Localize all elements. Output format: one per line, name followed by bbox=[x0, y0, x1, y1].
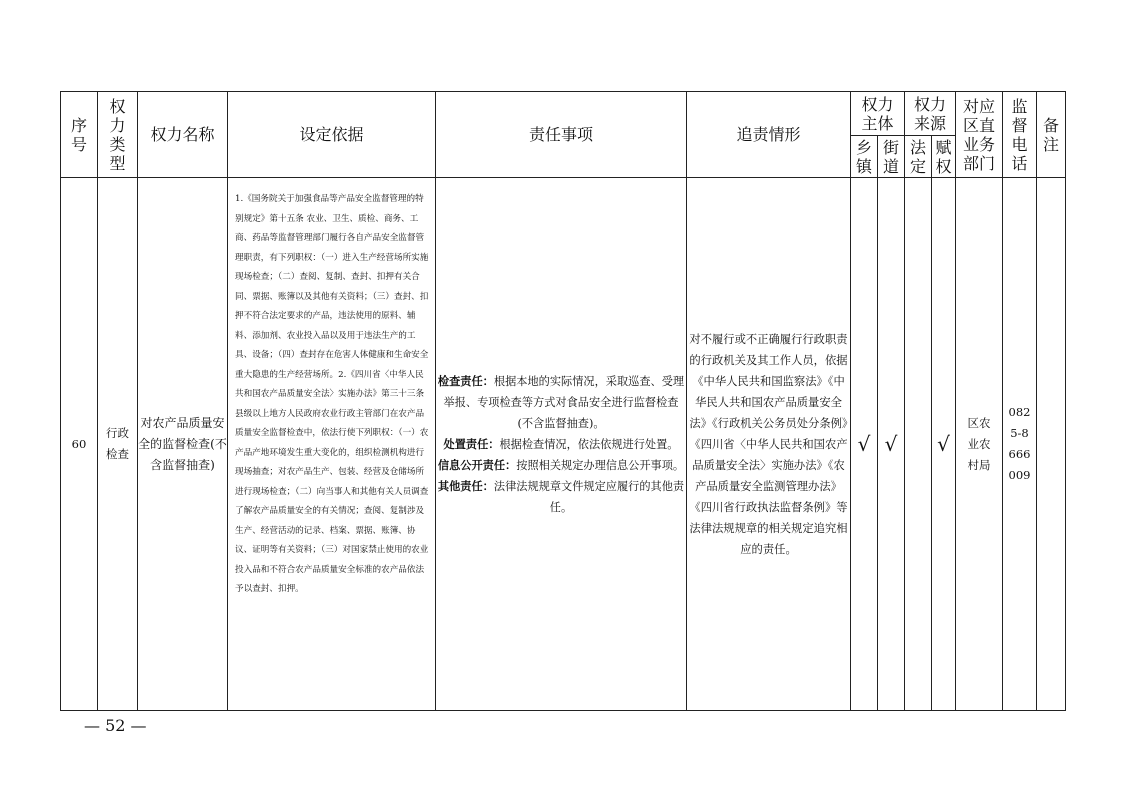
row-basis: 1.《国务院关于加强食品等产品安全监督管理的特别规定》第十五条 农业、卫生、质检、商务、工商、药品等监督管理部门履行各自产品安全监督管理职责，有下列职权：（一）进入生产经营场所实施现场检查；（二）查阅、复制、查封、扣押有关合同、票据、账簿以及其他有关资料；（三）查封、扣押不符合法定要求的产品，违法使用的原料、辅料、添加剂、农业投入品以及用于违法生产的工具、设备；（四）查封存在危害人体健康和生命安全重大隐患的生产经营场所。2.《四川省〈中华人民共和国农产品质量安全法〉实施办法》第三十三条 县级以上地方人民政府农业行政主管部门在农产品质量安全监督检查中，依法行使下列职权：（一）农产品产地环境发生重大变化的，组织检测机构进行现场抽查；对农产品生产、包装、经营及仓储场所进行现场检查；（二）向当事人和其他有关人员调查了解农产品质量安全的有关情况；查阅、复制涉及生产、经营活动的记录、档案、票据、账簿、协议、证明等有关资料；（三）对国家禁止使用的农业投入品和不符合农产品质量安全标准的农产品依法予以查封、扣押。 bbox=[235, 194, 429, 594]
header-dept: 对应区直业务部门 bbox=[956, 92, 1003, 178]
row-phone: 0825-8666009 bbox=[1003, 178, 1037, 711]
resp-item: 信息公开责任：按照相关规定办理信息公开事项。 bbox=[437, 457, 685, 472]
header-source-legal: 法定 bbox=[905, 136, 932, 178]
header-subject: 权力主体 bbox=[851, 92, 905, 136]
row-granted-check: √ bbox=[932, 178, 956, 711]
row-note bbox=[1037, 178, 1066, 711]
header-accountability: 追责情形 bbox=[687, 92, 851, 178]
header-subject-town: 乡镇 bbox=[851, 136, 878, 178]
power-list-table bbox=[60, 91, 1066, 711]
header-source: 权力来源 bbox=[905, 92, 956, 136]
row-legal-check bbox=[905, 178, 932, 711]
row-responsibility bbox=[436, 178, 687, 711]
header-power-name: 权力名称 bbox=[138, 92, 228, 178]
header-responsibility: 责任事项 bbox=[436, 92, 687, 178]
row-dept: 区农业农村局 bbox=[956, 178, 1003, 711]
row-power-type: 行政检查 bbox=[98, 178, 138, 711]
header-phone: 监督电话 bbox=[1003, 92, 1037, 178]
page-number: — 52 — bbox=[84, 716, 147, 735]
header-seq: 序号 bbox=[61, 92, 98, 178]
table-row bbox=[61, 178, 1066, 711]
resp-item: 检查责任：根据本地的实际情况，采取巡查、受理举报、专项检查等方式对食品安全进行监督检查(不含监督抽查)。 bbox=[437, 373, 685, 430]
row-power-name: 对农产品质量安全的监督检查(不含监督抽查) bbox=[138, 178, 228, 711]
header-note: 备注 bbox=[1037, 92, 1066, 178]
row-town-check: √ bbox=[851, 178, 878, 711]
row-street-check: √ bbox=[878, 178, 905, 711]
row-accountability: 对不履行或不正确履行行政职责的行政机关及其工作人员，依据《中华人民共和国监察法》《中华民人共和国农产品质量安全法》《行政机关公务员处分条例》《四川省〈中华人民共和国农产品质量安全法〉实施办法》《农产品质量安全监测管理办法》《四川省行政执法监督条例》等法律法规规章的相关规定追究相应的责任。 bbox=[687, 178, 851, 711]
header-basis: 设定依据 bbox=[228, 92, 436, 178]
header-source-granted: 赋权 bbox=[932, 136, 956, 178]
row-seq: 60 bbox=[61, 178, 98, 711]
header-subject-street: 街道 bbox=[878, 136, 905, 178]
row-basis-cell bbox=[228, 178, 436, 711]
header-power-type: 权力类型 bbox=[98, 92, 138, 178]
resp-item: 其他责任：法律法规规章文件规定应履行的其他责任。 bbox=[437, 478, 685, 514]
resp-item: 处置责任：根据检查情况，依法依规进行处置。 bbox=[443, 436, 679, 451]
